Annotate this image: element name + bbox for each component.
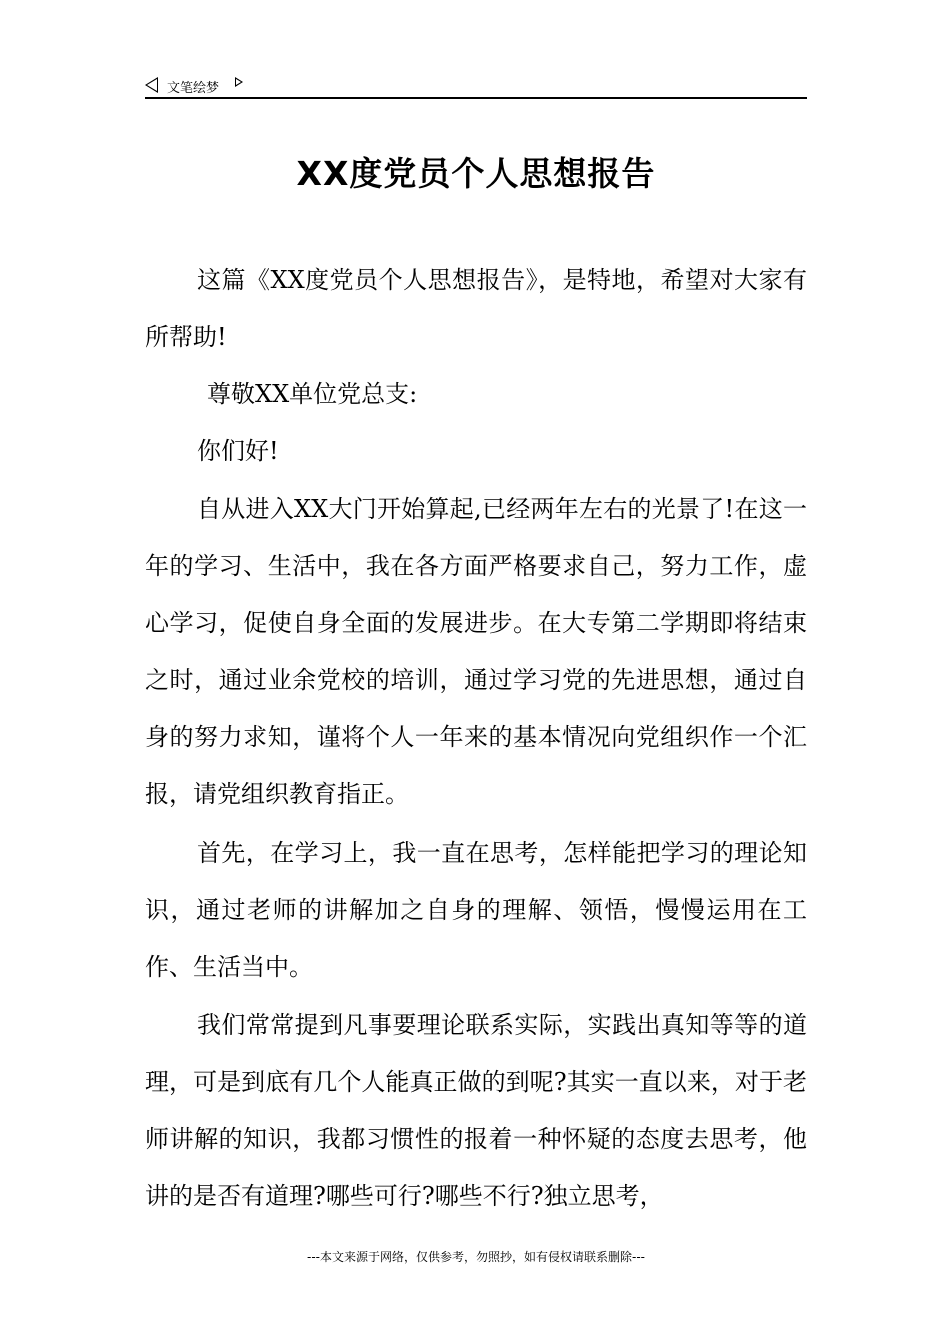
paragraph-body-3: 我们常常提到凡事要理论联系实际，实践出真知等等的道理，可是到底有几个人能真正做的到呢?其实一直以来，对于老师讲解的知识，我都习惯性的报着一种怀疑的态度去思考，他讲的是否有道理?哪些可行?哪些不行?独立思考， [145, 1011, 807, 1210]
right-triangle-icon [235, 77, 243, 87]
paragraph-salutation: 尊敬XX单位党总支: [207, 380, 418, 408]
page-header [145, 74, 807, 96]
document-title: XX度党员个人思想报告 [296, 154, 656, 194]
left-triangle-icon [145, 77, 158, 93]
paragraph-greeting: 你们好! [197, 437, 279, 465]
paragraph-body-2: 首先，在学习上，我一直在思考，怎样能把学习的理论知识，通过老师的讲解加之自身的理解、领悟，慢慢运用在工作、生活当中。 [145, 839, 807, 981]
header-brand: 文笔绘梦 [167, 81, 220, 96]
paragraph-intro: 这篇《XX度党员个人思想报告》，是特地，希望对大家有所帮助! [145, 266, 807, 351]
paragraph-body-1: 自从进入XX大门开始算起,已经两年左右的光景了!在这一年的学习、生活中，我在各方面严格要求自己，努力工作，虚心学习，促使自身全面的发展进步。在大专第二学期即将结束之时，通过业余党校的培训，通过学习党的先进思想，通过自身的努力求知，谨将个人一年来的基本情况向党组织作一个汇报，请党组织教育指正。 [145, 495, 807, 808]
page-footer: ---本文来源于网络，仅供参考，勿照抄，如有侵权请联系删除--- [307, 1250, 645, 1264]
header-divider [145, 97, 807, 99]
